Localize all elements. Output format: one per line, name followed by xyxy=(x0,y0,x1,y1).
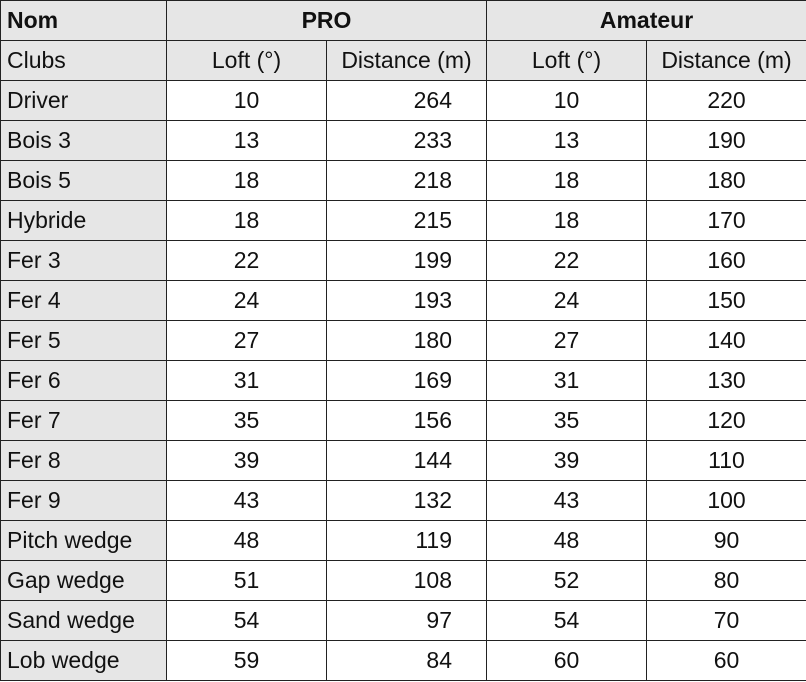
amateur-loft-cell: 52 xyxy=(487,561,647,601)
amateur-distance-cell: 80 xyxy=(647,561,806,601)
table-row xyxy=(1,361,806,401)
table-row xyxy=(1,161,806,201)
pro-loft-cell: 59 xyxy=(167,641,327,681)
amateur-distance-cell: 220 xyxy=(647,81,806,121)
pro-distance-cell: 97 xyxy=(327,601,487,641)
amateur-distance-cell: 130 xyxy=(647,361,806,401)
pro-loft-cell: 39 xyxy=(167,441,327,481)
club-name-cell: Fer 6 xyxy=(1,361,167,401)
amateur-distance-cell: 120 xyxy=(647,401,806,441)
table-row xyxy=(1,521,806,561)
club-name-cell: Fer 5 xyxy=(1,321,167,361)
club-name-cell: Bois 3 xyxy=(1,121,167,161)
amateur-loft-cell: 18 xyxy=(487,161,647,201)
pro-distance-cell: 132 xyxy=(327,481,487,521)
pro-distance-cell: 218 xyxy=(327,161,487,201)
amateur-distance-cell: 140 xyxy=(647,321,806,361)
club-name-cell: Driver xyxy=(1,81,167,121)
pro-loft-cell: 54 xyxy=(167,601,327,641)
pro-loft-cell: 51 xyxy=(167,561,327,601)
amateur-loft-cell: 22 xyxy=(487,241,647,281)
pro-loft-cell: 22 xyxy=(167,241,327,281)
table-row xyxy=(1,601,806,641)
table-row xyxy=(1,201,806,241)
pro-distance-cell: 144 xyxy=(327,441,487,481)
pro-distance-header: Distance (m) xyxy=(327,41,487,81)
amateur-loft-cell: 10 xyxy=(487,81,647,121)
pro-loft-cell: 24 xyxy=(167,281,327,321)
pro-loft-cell: 18 xyxy=(167,201,327,241)
pro-group-header: PRO xyxy=(167,1,487,41)
table-row xyxy=(1,281,806,321)
table-row xyxy=(1,401,806,441)
pro-loft-cell: 27 xyxy=(167,321,327,361)
pro-distance-cell: 199 xyxy=(327,241,487,281)
amateur-distance-cell: 60 xyxy=(647,641,806,681)
club-name-cell: Gap wedge xyxy=(1,561,167,601)
table-row xyxy=(1,641,806,681)
table-row xyxy=(1,321,806,361)
pro-loft-header: Loft (°) xyxy=(167,41,327,81)
amateur-loft-cell: 31 xyxy=(487,361,647,401)
amateur-loft-cell: 18 xyxy=(487,201,647,241)
amateur-distance-cell: 170 xyxy=(647,201,806,241)
club-name-cell: Bois 5 xyxy=(1,161,167,201)
club-name-cell: Hybride xyxy=(1,201,167,241)
pro-distance-cell: 180 xyxy=(327,321,487,361)
club-name-cell: Fer 7 xyxy=(1,401,167,441)
amateur-distance-cell: 110 xyxy=(647,441,806,481)
club-name-cell: Lob wedge xyxy=(1,641,167,681)
pro-distance-cell: 215 xyxy=(327,201,487,241)
pro-distance-cell: 119 xyxy=(327,521,487,561)
amateur-distance-cell: 190 xyxy=(647,121,806,161)
group-header-row xyxy=(1,1,806,41)
pro-distance-cell: 233 xyxy=(327,121,487,161)
amateur-loft-cell: 39 xyxy=(487,441,647,481)
table-row xyxy=(1,241,806,281)
pro-distance-cell: 156 xyxy=(327,401,487,441)
amateur-loft-cell: 60 xyxy=(487,641,647,681)
amateur-loft-cell: 48 xyxy=(487,521,647,561)
club-name-cell: Pitch wedge xyxy=(1,521,167,561)
amateur-distance-cell: 150 xyxy=(647,281,806,321)
club-name-cell: Fer 9 xyxy=(1,481,167,521)
amateur-distance-cell: 180 xyxy=(647,161,806,201)
club-name-cell: Sand wedge xyxy=(1,601,167,641)
amateur-distance-header: Distance (m) xyxy=(647,41,806,81)
amateur-distance-cell: 100 xyxy=(647,481,806,521)
pro-loft-cell: 48 xyxy=(167,521,327,561)
pro-loft-cell: 35 xyxy=(167,401,327,441)
pro-distance-cell: 169 xyxy=(327,361,487,401)
column-header-row xyxy=(1,41,806,81)
table-row xyxy=(1,81,806,121)
amateur-loft-cell: 35 xyxy=(487,401,647,441)
amateur-loft-cell: 27 xyxy=(487,321,647,361)
amateur-distance-cell: 90 xyxy=(647,521,806,561)
table-row xyxy=(1,441,806,481)
pro-loft-cell: 31 xyxy=(167,361,327,401)
amateur-distance-cell: 70 xyxy=(647,601,806,641)
amateur-loft-cell: 13 xyxy=(487,121,647,161)
clubs-header: Clubs xyxy=(1,41,167,81)
amateur-loft-header: Loft (°) xyxy=(487,41,647,81)
club-name-cell: Fer 4 xyxy=(1,281,167,321)
pro-distance-cell: 108 xyxy=(327,561,487,601)
table-row xyxy=(1,121,806,161)
pro-distance-cell: 84 xyxy=(327,641,487,681)
nom-header: Nom xyxy=(1,1,167,41)
pro-distance-cell: 264 xyxy=(327,81,487,121)
pro-loft-cell: 10 xyxy=(167,81,327,121)
amateur-distance-cell: 160 xyxy=(647,241,806,281)
amateur-loft-cell: 24 xyxy=(487,281,647,321)
pro-loft-cell: 18 xyxy=(167,161,327,201)
table-row xyxy=(1,561,806,601)
table-body xyxy=(1,1,806,681)
pro-loft-cell: 13 xyxy=(167,121,327,161)
amateur-loft-cell: 54 xyxy=(487,601,647,641)
pro-loft-cell: 43 xyxy=(167,481,327,521)
pro-distance-cell: 193 xyxy=(327,281,487,321)
club-name-cell: Fer 3 xyxy=(1,241,167,281)
table-row xyxy=(1,481,806,521)
amateur-group-header: Amateur xyxy=(487,1,806,41)
club-name-cell: Fer 8 xyxy=(1,441,167,481)
amateur-loft-cell: 43 xyxy=(487,481,647,521)
